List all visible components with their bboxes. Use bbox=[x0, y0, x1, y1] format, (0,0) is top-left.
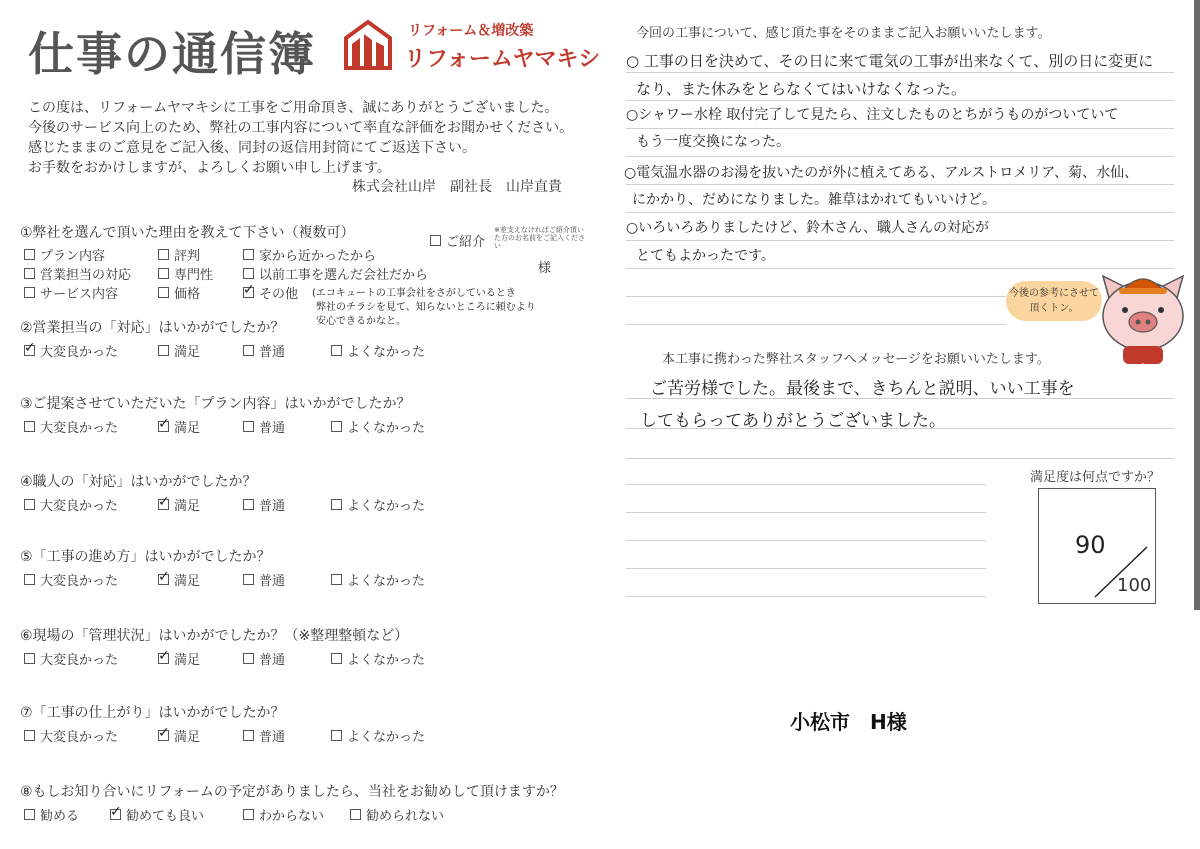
scan-edge bbox=[1194, 0, 1200, 610]
handwritten-other-note: 弊社のチラシを見て、知らないところに頼むより bbox=[316, 302, 536, 313]
rating-option[interactable]: ✓ 満足 bbox=[158, 495, 200, 514]
rating-option[interactable]: よくなかった bbox=[331, 570, 425, 589]
intro-line: この度は、リフォームヤマキシに工事をご用命頂き、誠にありがとうございました。 bbox=[28, 100, 559, 116]
checkbox[interactable] bbox=[158, 287, 169, 298]
checkbox[interactable] bbox=[331, 574, 342, 585]
feedback-line: ○電気温水器のお湯を抜いたのが外に植えてある、アルストロメリア、菊、水仙、 bbox=[624, 165, 1139, 181]
rating-option[interactable]: よくなかった bbox=[331, 341, 425, 360]
question-title: ④職人の「対応」はいかがでしたか？ bbox=[20, 474, 257, 490]
checkbox[interactable] bbox=[158, 249, 169, 260]
rating-option[interactable]: ✓ 大変良かった bbox=[24, 341, 118, 360]
logo-subtitle: リフォーム＆増改築 bbox=[408, 23, 534, 39]
question-title: ③ご提案させていただいた「プラン内容」はいかがでしたか？ bbox=[20, 396, 411, 412]
checkbox[interactable] bbox=[331, 421, 342, 432]
checkbox[interactable] bbox=[243, 287, 254, 298]
checkbox[interactable] bbox=[24, 249, 35, 260]
feedback-line: ○いろいろありましたけど、鈴木さん、職人さんの対応が bbox=[626, 220, 990, 236]
checkbox[interactable] bbox=[24, 809, 35, 820]
rating-option[interactable]: 大変良かった bbox=[24, 495, 118, 514]
checkbox[interactable] bbox=[24, 287, 35, 298]
q1-option[interactable]: 専門性 bbox=[158, 264, 213, 283]
company-logo-icon bbox=[342, 20, 394, 70]
checkbox[interactable] bbox=[24, 421, 35, 432]
checkbox[interactable] bbox=[243, 809, 254, 820]
checkbox[interactable] bbox=[158, 653, 169, 664]
checkbox[interactable] bbox=[158, 268, 169, 279]
checkbox[interactable] bbox=[350, 809, 361, 820]
intro-text bbox=[28, 98, 573, 178]
q8-option[interactable]: わからない bbox=[243, 805, 324, 824]
checkbox[interactable] bbox=[243, 345, 254, 356]
pig-mascot-icon bbox=[1095, 270, 1191, 366]
q8-option[interactable]: ✓ 勧めても良い bbox=[110, 805, 204, 824]
checkbox[interactable] bbox=[243, 653, 254, 664]
q1-option[interactable]: 評判 bbox=[158, 245, 200, 264]
checkbox[interactable] bbox=[331, 730, 342, 741]
mascot-badge: や bbox=[1138, 362, 1149, 375]
q1-option[interactable]: 以前工事を選んだ会社だから bbox=[243, 264, 428, 283]
logo-name: リフォームヤマキシ bbox=[404, 47, 601, 72]
q1-title: ①弊社を選んで頂いた理由を教えて下さい（複数可） bbox=[20, 225, 355, 241]
checkbox[interactable] bbox=[158, 574, 169, 585]
feedback-line: なり、また休みをとらなくてはいけなくなった。 bbox=[636, 80, 967, 98]
q1-option[interactable]: 価格 bbox=[158, 283, 200, 302]
checkbox[interactable] bbox=[243, 249, 254, 260]
checkbox[interactable] bbox=[243, 268, 254, 279]
rating-option[interactable]: 大変良かった bbox=[24, 649, 118, 668]
q1-option[interactable]: 営業担当の対応 bbox=[24, 264, 131, 283]
question-title: ⑤「工事の進め方」はいかがでしたか？ bbox=[20, 549, 271, 565]
rating-option[interactable]: よくなかった bbox=[331, 726, 425, 745]
q1-option[interactable]: ✓ その他 bbox=[243, 283, 298, 302]
q1-option[interactable]: 家から近かったから bbox=[243, 245, 376, 264]
rating-option[interactable]: 普通 bbox=[243, 649, 285, 668]
rating-option[interactable]: よくなかった bbox=[331, 495, 425, 514]
checkbox[interactable] bbox=[243, 499, 254, 510]
question-title: ⑥現場の「管理状況」はいかがでしたか？（※整理整頓など） bbox=[20, 628, 409, 644]
referral-suffix: 様 bbox=[538, 261, 552, 276]
feedback-line: もう一度交換になった。 bbox=[636, 134, 790, 150]
rating-option[interactable]: 普通 bbox=[243, 570, 285, 589]
rating-option[interactable]: ✓ 満足 bbox=[158, 417, 200, 436]
feedback-line: ○ 工事の日を決めて、その日に来て電気の工事が出来なくて、別の日に変更に bbox=[626, 52, 1154, 70]
rating-option[interactable]: よくなかった bbox=[331, 649, 425, 668]
checkbox[interactable] bbox=[430, 235, 441, 246]
rating-option[interactable]: 普通 bbox=[243, 726, 285, 745]
q8-option[interactable]: 勧める bbox=[24, 805, 79, 824]
q8-title: ⑧もしお知り合いにリフォームの予定がありましたら、当社をお勧めして頂けますか？ bbox=[20, 784, 564, 800]
checkbox[interactable] bbox=[158, 730, 169, 741]
feedback-prompt: 今回の工事について、感じ頂た事をそのままご記入お願いいたします。 bbox=[636, 26, 1051, 41]
satisfaction-label: 満足度は何点ですか？ bbox=[1030, 470, 1161, 485]
checkbox[interactable] bbox=[24, 345, 35, 356]
checkbox[interactable] bbox=[243, 730, 254, 741]
rating-option[interactable]: 満足 bbox=[158, 341, 200, 360]
question-title: ②営業担当の「対応」はいかがでしたか？ bbox=[20, 320, 285, 336]
handwritten-other-note: 安心できるかなと。 bbox=[316, 316, 406, 327]
q8-option[interactable]: 勧められない bbox=[350, 805, 444, 824]
rating-option[interactable]: ✓ 満足 bbox=[158, 726, 200, 745]
rating-option[interactable]: 普通 bbox=[243, 341, 285, 360]
score-box bbox=[1038, 488, 1156, 604]
rating-option[interactable]: ✓ 満足 bbox=[158, 570, 200, 589]
checkbox[interactable] bbox=[110, 809, 121, 820]
message-line: してもらってありがとうございました。 bbox=[640, 411, 946, 431]
score-max: 100 bbox=[1117, 575, 1152, 596]
q1-option[interactable]: プラン内容 bbox=[24, 245, 105, 264]
page-title: 仕事の通信簿 bbox=[28, 27, 316, 81]
checkbox[interactable] bbox=[24, 653, 35, 664]
checkbox[interactable] bbox=[331, 345, 342, 356]
intro-line: お手数をおかけしますが、よろしくお願い申し上げます。 bbox=[28, 160, 391, 176]
rating-option[interactable]: 大変良かった bbox=[24, 417, 118, 436]
checkbox[interactable] bbox=[24, 268, 35, 279]
mascot-speech-bubble: 今後の参考にさせて頂くトン。 bbox=[1006, 281, 1102, 321]
checkbox[interactable] bbox=[331, 499, 342, 510]
rating-option[interactable]: ✓ 満足 bbox=[158, 649, 200, 668]
rating-option[interactable]: 大変良かった bbox=[24, 726, 118, 745]
q1-option[interactable]: サービス内容 bbox=[24, 283, 118, 302]
intro-line: 今後のサービス向上のため、弊社の工事内容について率直な評価をお聞かせください。 bbox=[28, 120, 574, 136]
checkbox[interactable] bbox=[243, 421, 254, 432]
checkbox[interactable] bbox=[24, 499, 35, 510]
referral-note: ※差支えなければご紹介頂いた方のお名前をご記入ください bbox=[494, 226, 585, 250]
feedback-line: とてもよかったです。 bbox=[636, 248, 775, 264]
rating-option[interactable]: 普通 bbox=[243, 417, 285, 436]
customer-name: 小松市 H様 bbox=[790, 710, 907, 734]
feedback-line: にかかり、だめになりました。雑草はかれてもいいけど。 bbox=[632, 192, 996, 208]
checkbox[interactable] bbox=[331, 653, 342, 664]
checkbox[interactable] bbox=[24, 574, 35, 585]
rating-option[interactable]: 大変良かった bbox=[24, 570, 118, 589]
score-value: 90 bbox=[1075, 531, 1106, 559]
rating-option[interactable]: 普通 bbox=[243, 495, 285, 514]
checkbox[interactable] bbox=[158, 421, 169, 432]
referral-option[interactable]: ご紹介 bbox=[430, 231, 485, 250]
checkbox[interactable] bbox=[243, 574, 254, 585]
checkbox[interactable] bbox=[158, 499, 169, 510]
rating-option[interactable]: よくなかった bbox=[331, 417, 425, 436]
handwritten-other-note: (エコキュートの工事会社をさがしているとき bbox=[312, 288, 516, 299]
message-prompt: 本工事に携わった弊社スタッフへメッセージをお願いいたします。 bbox=[662, 352, 1050, 367]
intro-line: 感じたままのご意見をご記入後、同封の返信用封筒にてご返送下さい。 bbox=[28, 140, 476, 156]
feedback-line: ○シャワー水栓 取付完了して見たら、注文したものとちがうものがついていて bbox=[626, 107, 1119, 123]
checkbox[interactable] bbox=[24, 730, 35, 741]
question-title: ⑦「工事の仕上がり」はいかがでしたか？ bbox=[20, 705, 285, 721]
signature: 株式会社山岸 副社長 山岸直貴 bbox=[352, 179, 562, 195]
message-line: ご苦労様でした。最後まで、きちんと説明、いい工事を bbox=[650, 379, 1075, 399]
checkbox[interactable] bbox=[158, 345, 169, 356]
